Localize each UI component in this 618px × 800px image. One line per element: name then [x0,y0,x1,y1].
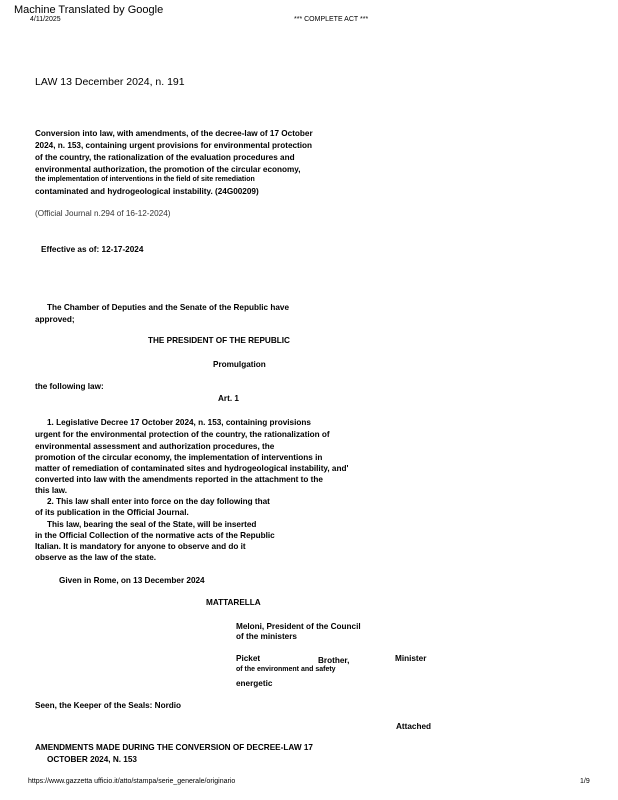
amendments-heading: OCTOBER 2024, N. 153 [47,755,137,764]
article-line: 2. This law shall enter into force on the day following that [47,497,270,506]
gazette-reference: (Official Journal n.294 of 16-12-2024) [35,209,171,218]
page-number: 1/9 [580,778,590,785]
signatory-mattarella: MATTARELLA [206,598,261,607]
amendments-heading: AMENDMENTS MADE DURING THE CONVERSION OF DECREE-LAW 17 [35,743,313,752]
minister-picket: Picket [236,654,261,663]
approval-line: approved; [35,315,75,324]
minister-label: Minister [395,654,427,663]
article-line: environmental assessment and authorization procedures, the [35,442,275,451]
president-heading: THE PRESIDENT OF THE REPUBLIC [148,336,290,345]
article-line: 1. Legislative Decree 17 October 2024, n. 153, containing provisions [47,418,311,427]
summary-line: 2024, n. 153, containing urgent provisions for environmental protection [35,141,313,150]
summary-line: of the country, the rationalization of the evaluation procedures and [35,153,295,162]
attached-label: Attached [396,722,432,731]
machine-translation-banner: Machine Translated by Google [14,4,164,16]
summary-line: Conversion into law, with amendments, of the decree-law of 17 October [35,129,313,138]
seen-keeper-of-seals: Seen, the Keeper of the Seals: Nordio [35,701,182,710]
print-date: 4/11/2025 [30,16,61,23]
article-line: of its publication in the Official Journal. [35,508,189,517]
article-line: Italian. It is mandatory for anyone to observe and do it [35,542,246,551]
article-line: promotion of the circular economy, the implementation of interventions in [35,453,323,462]
article-line: observe as the law of the state. [35,553,157,562]
summary-line: environmental authorization, the promotion of the circular economy, [35,165,301,174]
meloni-signature: of the ministers [236,632,297,641]
footer-url: https://www.gazzetta ufficio.it/atto/stampa/serie_generale/originario [28,778,236,785]
complete-act-label: *** COMPLETE ACT *** [294,16,369,23]
law-title: LAW 13 December 2024, n. 191 [35,76,185,88]
article-heading: Art. 1 [218,394,239,403]
article-line: matter of remediation of contaminated sites and hydrogeological instability, and' [35,464,349,473]
article-line: this law. [35,486,67,495]
article-line: converted into law with the amendments reported in the attachment to the [35,475,323,484]
meloni-signature: Meloni, President of the Council [236,622,361,631]
given-in-rome: Given in Rome, on 13 December 2024 [59,576,205,585]
article-line: urgent for the environmental protection of the country, the rationalization of [35,430,330,439]
summary-line: the implementation of interventions in the field of site remediation [35,176,255,183]
summary-line: contaminated and hydrogeological instability. (24G00209) [35,187,259,196]
minister-env: of the environment and safety [236,666,336,673]
article-line: in the Official Collection of the normative acts of the Republic [35,531,275,540]
following-law-text: the following law: [35,382,104,391]
effective-date: Effective as of: 12-17-2024 [41,245,144,254]
minister-energetic: energetic [236,679,273,688]
article-line: This law, bearing the seal of the State, will be inserted [47,520,257,529]
promulgation-heading: Promulgation [213,360,266,369]
approval-line: The Chamber of Deputies and the Senate of the Republic have [47,303,290,312]
minister-brother: Brother, [318,656,350,665]
